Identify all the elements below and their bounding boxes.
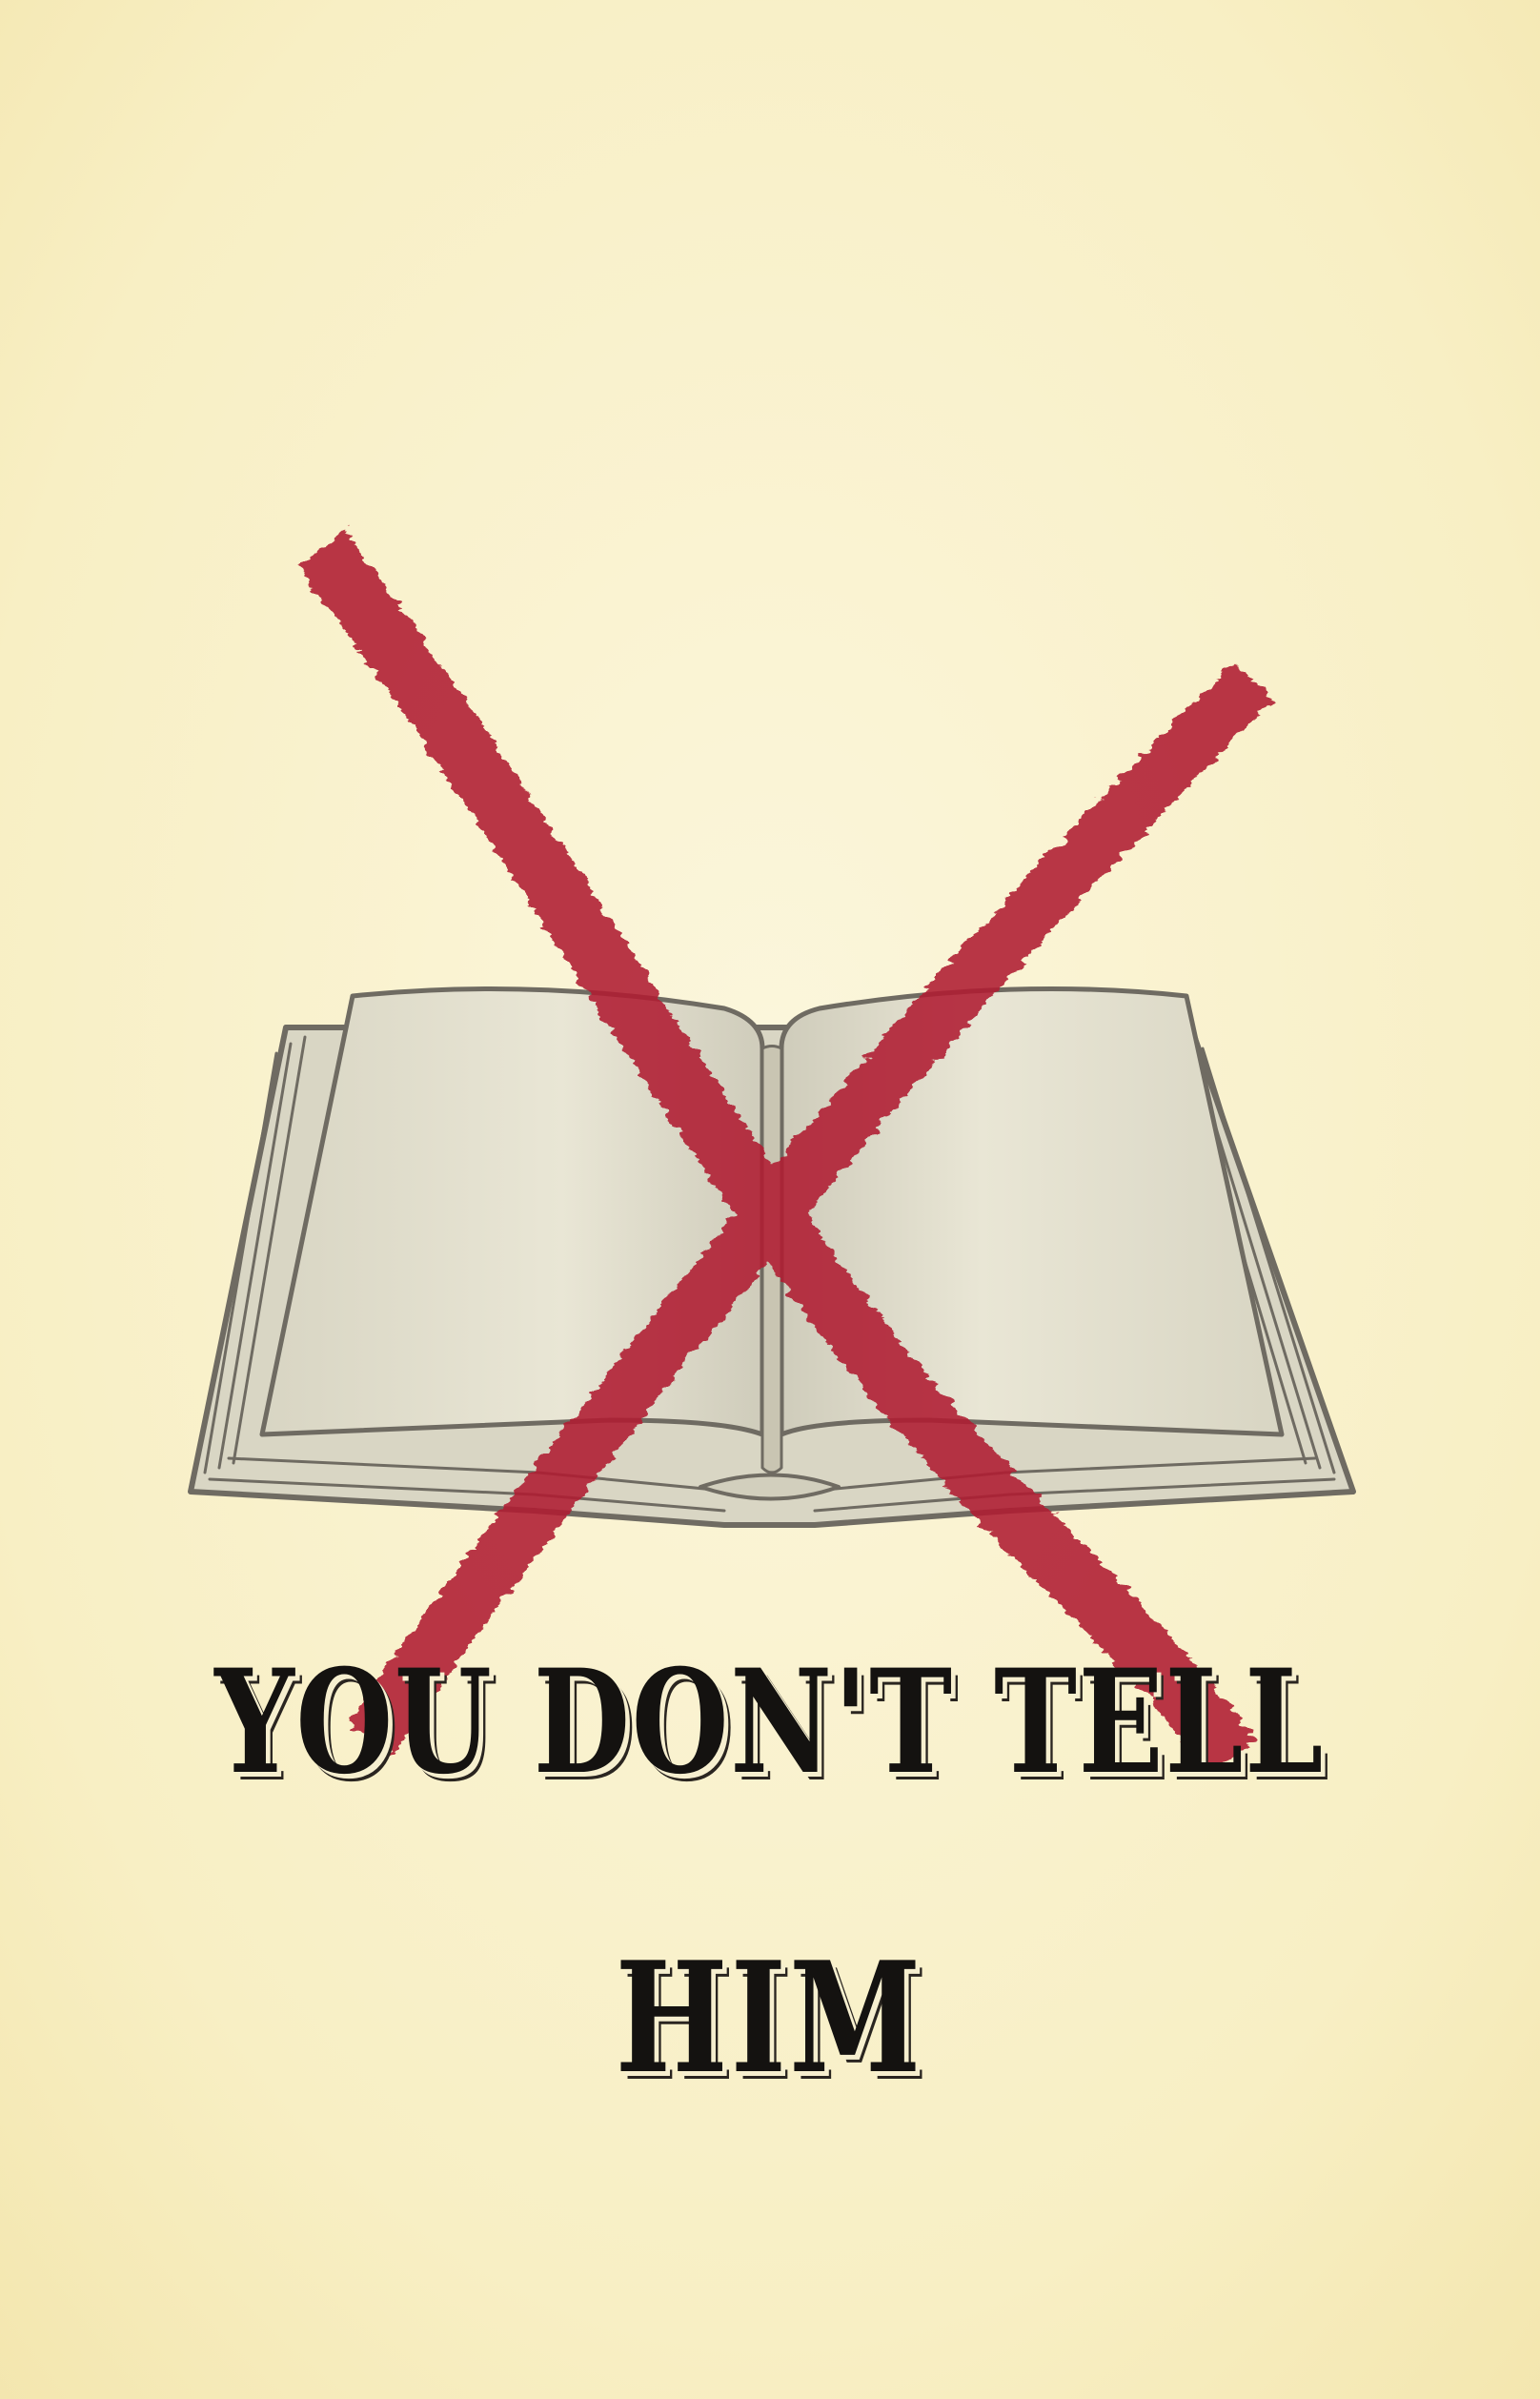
title-line-2-text: HIM — [616, 1928, 924, 2107]
title-line-1-text: YOU DON'T TELL — [214, 1638, 1326, 1806]
poster-title-line-1 — [0, 1632, 1540, 1813]
poster-title-line-2 — [0, 1918, 1540, 2118]
